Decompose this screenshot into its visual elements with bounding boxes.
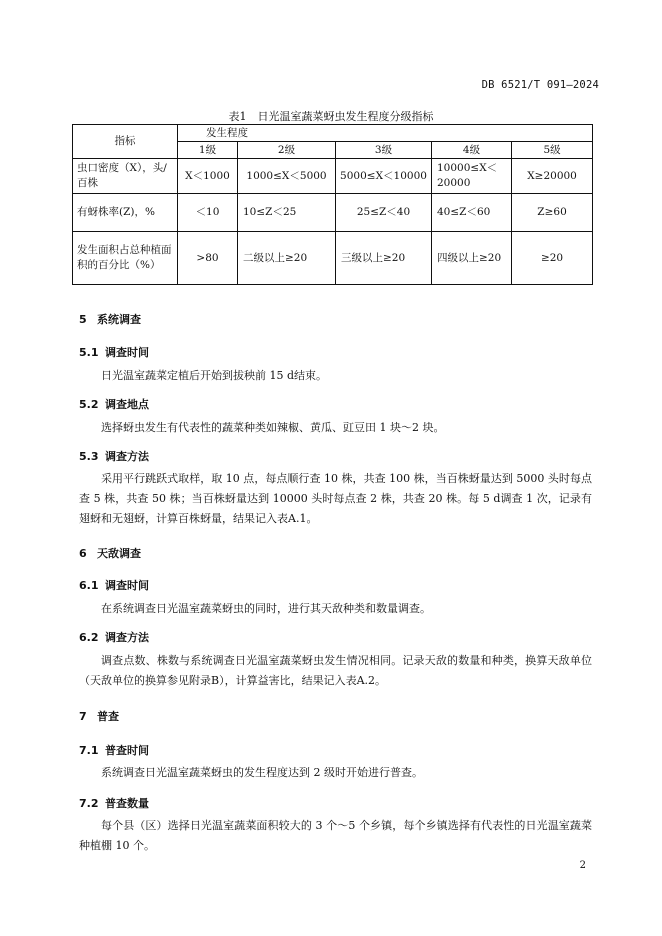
table-caption: 表1 日光温室蔬菜蚜虫发生程度分级指标	[228, 110, 434, 123]
section-heading	[79, 708, 119, 724]
level-header: 4级	[432, 142, 512, 159]
row-label: 有蚜株率(Z)，%	[73, 194, 178, 232]
section-paragraph: 系统调查日光温室蔬菜蚜虫的发生程度达到 2 级时开始进行普查。	[101, 766, 423, 779]
document-code: DB 6521/T 091—2024	[481, 79, 599, 91]
section-title: 普查	[97, 710, 119, 723]
table-cell: 40≤Z＜60	[432, 194, 512, 232]
table-row	[73, 232, 593, 285]
section-number: 5.3	[79, 450, 99, 463]
table-row	[73, 194, 593, 232]
table-cell: 二级以上≥20	[238, 232, 336, 285]
section-paragraph: 在系统调查日光温室蔬菜蚜虫的同时，进行其天敌种类和数量调查。	[101, 602, 431, 615]
table-cell: 5000≤X＜10000	[336, 159, 432, 194]
table-cell: 1000≤X＜5000	[238, 159, 336, 194]
section-number: 6.1	[79, 579, 99, 592]
section-paragraph: 采用平行跳跃式取样，取 10 点，每点顺行查 10 株，共查 100 株，当百株蚜量达到 5000 头时每点查 5 株，共查 50 株；当百株蚜量达到 10000 头时每点查 2 株，共查 20 株。每 5 d调查 1 次，记录有翅蚜和无翅蚜，计算百株蚜量，结果记入表A.1。	[79, 472, 592, 525]
table-cell: Z≥60	[512, 194, 593, 232]
section-number: 7.1	[79, 744, 99, 757]
section-title: 系统调查	[97, 313, 141, 326]
subsection-heading	[79, 795, 149, 811]
section-paragraph: 日光温室蔬菜定植后开始到拔秧前 15 d结束。	[101, 369, 328, 382]
section-number: 5.2	[79, 398, 99, 411]
grade-table	[72, 124, 593, 285]
table-row	[73, 159, 593, 194]
section-title: 普查时间	[105, 744, 149, 757]
section-number: 5	[79, 313, 87, 326]
section-number: 7.2	[79, 797, 99, 810]
section-paragraph: 每个县（区）选择日光温室蔬菜面积较大的 3 个～5 个乡镇，每个乡镇选择有代表性的日光温室蔬菜种植棚 10 个。	[79, 819, 592, 852]
section-paragraph: 选择蚜虫发生有代表性的蔬菜种类如辣椒、黄瓜、豇豆田 1 块～2 块。	[101, 421, 445, 434]
section-paragraph: 调查点数、株数与系统调查日光温室蔬菜蚜虫发生情况相同。记录天敌的数量和种类，换算天敌单位（天敌单位的换算参见附录B），计算益害比，结果记入表A.2。	[79, 654, 592, 687]
section-heading	[79, 311, 141, 327]
section-title: 天敌调查	[97, 547, 141, 560]
row-label: 发生面积占总种植面积的百分比（%）	[73, 232, 178, 285]
table-cell: X≥20000	[512, 159, 593, 194]
section-number: 7	[79, 710, 87, 723]
page-number: 2	[579, 860, 586, 871]
subsection-heading	[79, 396, 149, 412]
table-cell: 25≤Z＜40	[336, 194, 432, 232]
table-cell: 四级以上≥20	[432, 232, 512, 285]
subsection-heading	[79, 577, 149, 593]
section-title: 调查地点	[105, 398, 149, 411]
row-label: 虫口密度（X），头/百株	[73, 159, 178, 194]
section-title: 调查时间	[105, 579, 149, 592]
table-cell: 三级以上≥20	[336, 232, 432, 285]
table-cell: ＜10	[178, 194, 238, 232]
section-title: 普查数量	[105, 797, 149, 810]
level-header: 2级	[238, 142, 336, 159]
section-title: 调查方法	[105, 450, 149, 463]
subsection-heading	[79, 742, 149, 758]
section-number: 6	[79, 547, 87, 560]
table-cell: X＜1000	[178, 159, 238, 194]
section-title: 调查方法	[105, 631, 149, 644]
table-cell: ≥20	[512, 232, 593, 285]
level-header: 3级	[336, 142, 432, 159]
section-number: 6.2	[79, 631, 99, 644]
subsection-heading	[79, 629, 149, 645]
level-header: 5级	[512, 142, 593, 159]
table-corner-label: 指标	[73, 125, 178, 159]
section-title: 调查时间	[105, 346, 149, 359]
table-cell: >80	[178, 232, 238, 285]
table-cell: 10000≤X＜20000	[432, 159, 512, 194]
table-cell: 10≤Z＜25	[238, 194, 336, 232]
section-heading	[79, 545, 141, 561]
section-number: 5.1	[79, 346, 99, 359]
table-group-label: 发生程度	[178, 125, 593, 142]
subsection-heading	[79, 448, 149, 464]
level-header: 1级	[178, 142, 238, 159]
subsection-heading	[79, 344, 149, 360]
